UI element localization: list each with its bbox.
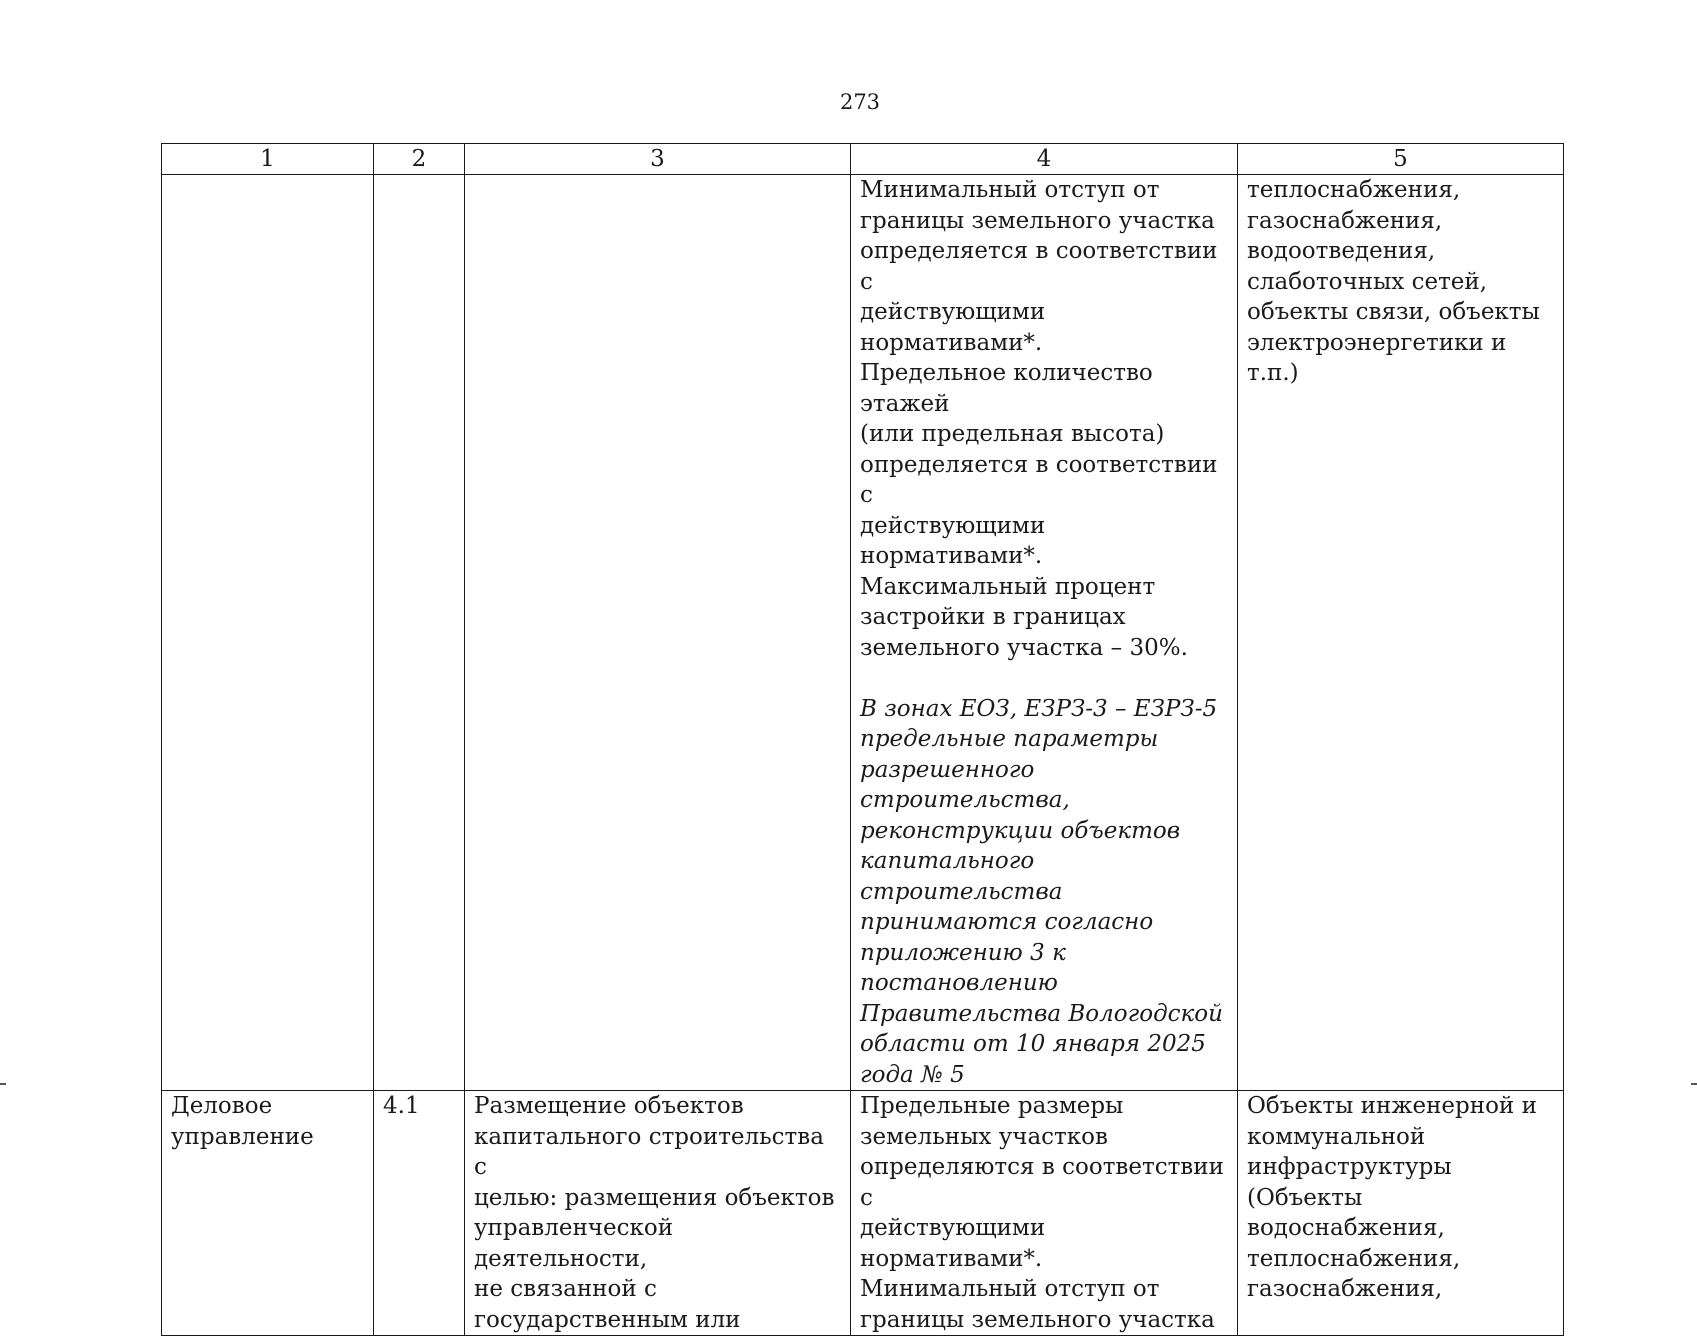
cell-use-description <box>465 1091 851 1336</box>
text-line: Деловое <box>171 1093 273 1119</box>
text-line: земельного участка – 30%. <box>860 634 1188 661</box>
cell-land-use-name <box>162 1091 374 1336</box>
column-header-3: 3 <box>465 144 851 175</box>
text-line: государственным или <box>474 1306 741 1333</box>
text-line: приложению 3 к <box>860 939 1066 966</box>
cell-infrastructure <box>1238 175 1564 1091</box>
text-line: целью: размещения объектов <box>474 1184 835 1211</box>
text-line: определяются в соответствии с <box>860 1154 1224 1211</box>
text-line: капитального строительства с <box>474 1123 824 1180</box>
text-line: инфраструктуры (Объекты <box>1247 1154 1452 1211</box>
text-line: управленческой деятельности, <box>474 1215 674 1272</box>
text-line: застройки в границах <box>860 604 1126 630</box>
cell-parameters <box>851 175 1238 1091</box>
text-line: газоснабжения, <box>1247 207 1443 234</box>
text-line: Минимальный отступ от <box>860 1276 1160 1302</box>
text-line: действующими нормативами*. <box>860 512 1046 569</box>
text-line: года № 5 <box>860 1061 965 1088</box>
column-header-4: 4 <box>851 144 1238 175</box>
column-header-5: 5 <box>1238 144 1564 175</box>
text-line: не связанной с <box>474 1276 657 1302</box>
text-line: области от 10 января 2025 <box>860 1031 1206 1057</box>
text-line: разрешенного строительства, <box>860 756 1070 813</box>
text-line: газоснабжения, <box>1247 1276 1443 1302</box>
text-line: границы земельного участка <box>860 1306 1215 1333</box>
text-line: теплоснабжения, <box>1247 177 1461 203</box>
column-header-2: 2 <box>374 144 465 175</box>
text-line: электроэнергетики и т.п.) <box>1247 329 1507 386</box>
cell-use-code <box>374 175 465 1091</box>
text-line: земельных участков <box>860 1123 1108 1150</box>
text-line: предельные параметры <box>860 726 1159 752</box>
text-line: определяется в соответствии с <box>860 451 1218 508</box>
parameters-text <box>860 175 1228 663</box>
table-header-row <box>162 144 1564 175</box>
text-line: В зонах ЕОЗ, ЕЗРЗ-3 – ЕЗРЗ-5 <box>860 695 1218 722</box>
cell-use-description <box>465 175 851 1091</box>
text-line: водоотведения, <box>1247 238 1436 264</box>
text-line: слаботочных сетей, <box>1247 268 1488 295</box>
text-line: Предельные размеры <box>860 1093 1124 1119</box>
cell-parameters <box>851 1091 1238 1336</box>
text-line: принимаются согласно <box>860 909 1154 935</box>
zone-note <box>860 694 1228 1091</box>
text-line: теплоснабжения, <box>1247 1245 1461 1272</box>
text-line: (или предельная высота) <box>860 421 1165 447</box>
text-line: Максимальный процент <box>860 573 1156 600</box>
cell-use-code: 4.1 <box>374 1091 465 1336</box>
text-line: Объекты инженерной и <box>1247 1093 1537 1119</box>
text-line: реконструкции объектов <box>860 817 1181 844</box>
zoning-table <box>161 143 1564 1336</box>
text-line: Размещение объектов <box>474 1093 744 1119</box>
page-number: 273 <box>839 90 881 114</box>
column-header-1: 1 <box>162 144 374 175</box>
text-line: границы земельного участка <box>860 207 1215 234</box>
text-line: Правительства Вологодской <box>860 1000 1223 1027</box>
paragraph-gap <box>860 663 1228 694</box>
table-row-business-management <box>162 1091 1564 1336</box>
text-line: Предельное количество этажей <box>860 360 1153 417</box>
text-line: объекты связи, объекты <box>1247 299 1540 325</box>
text-line: действующими нормативами*. <box>860 299 1046 356</box>
text-line: действующими нормативами*. <box>860 1215 1046 1272</box>
text-line: управление <box>171 1123 314 1150</box>
scan-edge-mark-right <box>1691 1083 1697 1085</box>
scan-edge-mark-left <box>0 1083 6 1085</box>
cell-land-use-name <box>162 175 374 1091</box>
text-line: определяется в соответствии с <box>860 238 1218 295</box>
table-row-continuation <box>162 175 1564 1091</box>
text-line: постановлению <box>860 970 1058 996</box>
text-line: водоснабжения, <box>1247 1215 1445 1241</box>
text-line: капитального строительства <box>860 848 1063 905</box>
text-line: Минимальный отступ от <box>860 177 1160 203</box>
text-line: коммунальной <box>1247 1123 1426 1150</box>
cell-infrastructure <box>1238 1091 1564 1336</box>
